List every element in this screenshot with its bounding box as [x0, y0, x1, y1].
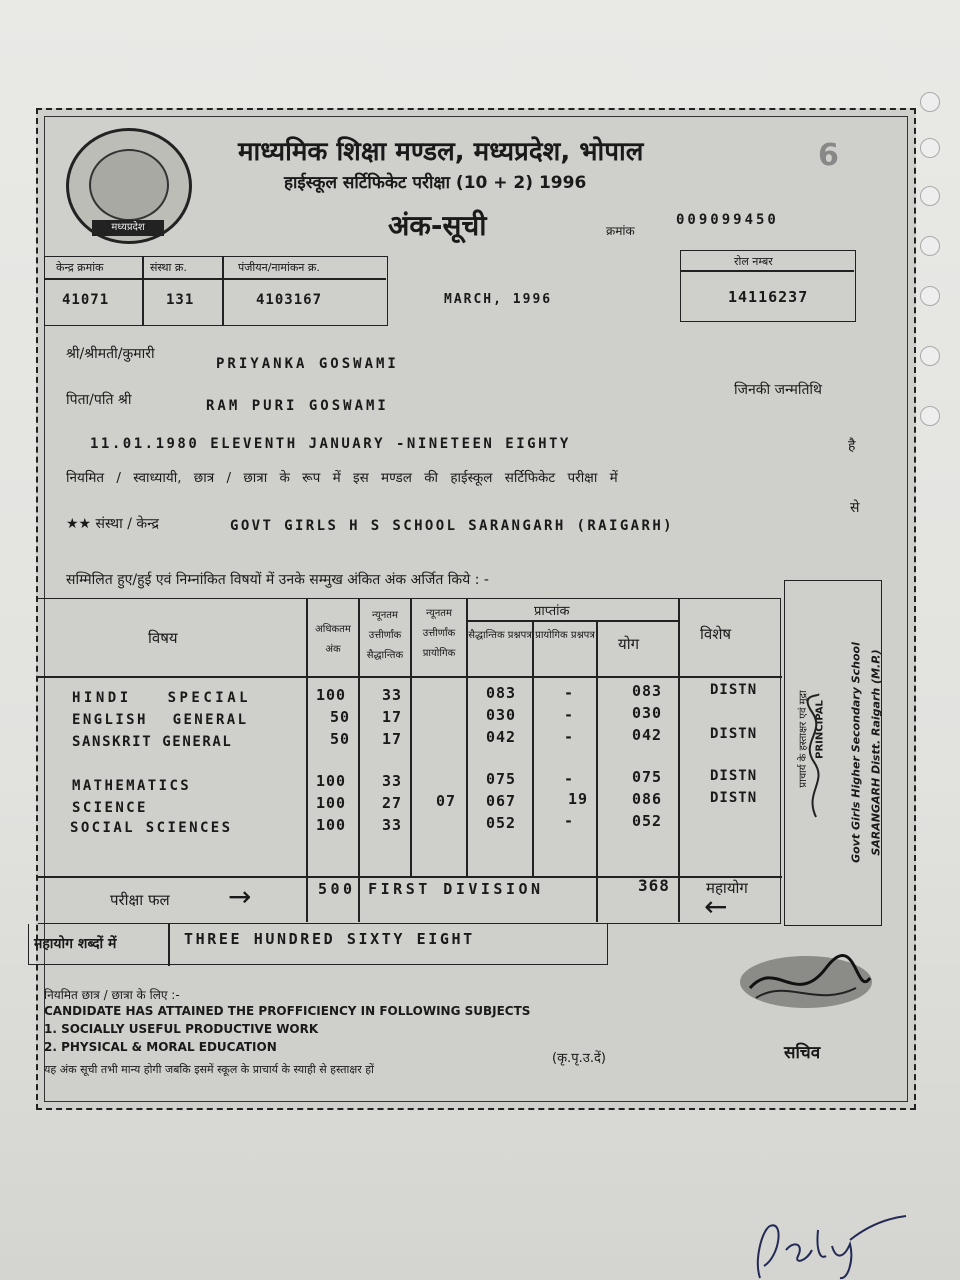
- footer-validity-note: यह अंक सूची तभी मान्य होगी जबकि इसमें स्कूल के प्राचार्य के स्याही से हस्ताक्षर हों: [44, 1063, 374, 1076]
- footer-subject-2: 2. PHYSICAL & MORAL EDUCATION: [44, 1040, 277, 1054]
- roll-label: रोल नम्बर: [734, 255, 773, 268]
- header-remark: विशेष: [700, 625, 732, 643]
- theory-marks: 075: [486, 770, 517, 788]
- header-theory: सैद्धान्तिक प्रश्नपत्र: [468, 630, 532, 641]
- header-obtained: प्राप्तांक: [534, 604, 570, 619]
- practical-marks: -: [564, 706, 577, 724]
- header-min-theory: न्यूनतम उत्तीर्णांक सैद्धान्तिक: [366, 610, 404, 661]
- header-subject: विषय: [148, 629, 178, 647]
- total-marks: 083: [632, 682, 663, 700]
- registration-number: 4103167: [256, 292, 323, 308]
- remark: DISTN: [710, 790, 758, 806]
- serial-label: क्रमांक: [606, 224, 635, 238]
- father-label: पिता/पति श्री: [66, 392, 132, 408]
- centre-label: केन्द्र क्रमांक: [56, 261, 104, 274]
- max-marks: 50: [330, 708, 351, 726]
- theory-marks: 083: [486, 684, 517, 702]
- total-marks: 030: [632, 704, 663, 722]
- institution-label: संस्था क्र.: [150, 261, 187, 274]
- dob-label: जिनकी जन्मतिथि: [734, 382, 823, 398]
- words-label: महायोग शब्दों में: [34, 936, 117, 952]
- practical-marks: -: [564, 770, 577, 788]
- subject-name: SCIENCE: [72, 800, 148, 816]
- board-name: माध्यमिक शिक्षा मण्डल, मध्यप्रदेश, भोपाल: [238, 137, 644, 167]
- footer-secretary: सचिव: [784, 1043, 821, 1063]
- max-marks: 100: [316, 816, 347, 834]
- table-result-rule: [38, 876, 782, 878]
- principal-signature: [796, 692, 836, 822]
- header-practical: प्रायोगिक प्रश्नपत्र: [535, 630, 595, 641]
- school-label: ★★ संस्था / केन्द्र: [66, 516, 159, 532]
- theory-marks: 030: [486, 706, 517, 724]
- max-marks: 50: [330, 730, 351, 748]
- total-marks: 086: [632, 790, 663, 808]
- centre-number: 41071: [62, 292, 110, 308]
- max-marks: 100: [316, 794, 347, 812]
- min-theory: 17: [382, 708, 403, 726]
- footer-subject-1: 1. SOCIALLY USEFUL PRODUCTIVE WORK: [44, 1022, 319, 1036]
- school-name: GOVT GIRLS H S SCHOOL SARANGARH (RAIGARH): [230, 518, 674, 534]
- header-total: योग: [618, 635, 640, 653]
- seal-emblem: [89, 149, 169, 221]
- min-theory: 33: [382, 686, 403, 704]
- principal-stamp-line: प्राचार्य के हस्ताक्षर एवं मुद्रा: [798, 690, 809, 788]
- result-arrow: →: [228, 880, 252, 913]
- exam-session: MARCH, 1996: [444, 292, 553, 307]
- result-label: परीक्षा फल: [110, 891, 170, 909]
- grand-total: 368: [638, 876, 670, 895]
- practical-marks: -: [564, 684, 577, 702]
- secretary-signature: [736, 948, 876, 1018]
- punch-hole: [920, 186, 940, 206]
- min-theory: 27: [382, 794, 403, 812]
- punch-hole: [920, 406, 940, 426]
- punch-hole: [920, 286, 940, 306]
- id-box-divider: [44, 278, 386, 280]
- remark: DISTN: [710, 768, 758, 784]
- practical-marks: -: [564, 728, 577, 746]
- result-division: 500 FIRST DIVISION: [318, 880, 544, 898]
- punch-hole: [920, 346, 940, 366]
- theory-marks: 052: [486, 814, 517, 832]
- max-marks: 100: [316, 686, 347, 704]
- words-box-divider: [168, 924, 170, 966]
- table-col-rule: [678, 598, 680, 922]
- header-min-practical: न्यूनतम उत्तीर्णांक प्रायोगिक: [422, 608, 456, 659]
- table-col-rule: [596, 620, 598, 922]
- total-marks: 042: [632, 726, 663, 744]
- dob-suffix: है: [848, 438, 856, 454]
- seal-label: मध्यप्रदेश: [92, 220, 164, 236]
- table-col-rule: [532, 620, 534, 876]
- footer-proficiency: CANDIDATE HAS ATTAINED THE PROFFICIENCY IN FOLLOWING SUBJECTS: [44, 1004, 531, 1018]
- practical-marks: -: [564, 812, 577, 830]
- total-marks: 075: [632, 768, 663, 786]
- candidate-status-line: नियमित / स्वाध्यायी, छात्र / छात्रा के रूप में इस मण्डल की हाईस्कूल सर्टिफिकेट परीक्षा में: [66, 470, 618, 486]
- principal-designation: PRINCIPAL: [814, 700, 826, 759]
- min-theory: 17: [382, 730, 403, 748]
- institution-number: 131: [166, 292, 195, 308]
- grand-total-arrow: ←: [704, 890, 728, 923]
- min-theory: 33: [382, 816, 403, 834]
- subject-name: HINDI SPECIAL: [72, 690, 252, 706]
- date-of-birth: 11.01.1980 ELEVENTH JANUARY -NINETEEN EIGHTY: [90, 436, 571, 452]
- name-label: श्री/श्रीमती/कुमारी: [66, 346, 155, 362]
- document-title: अंक-सूची: [388, 209, 487, 242]
- header-max: अधिकतम अंक: [315, 624, 351, 655]
- subject-name: MATHEMATICS: [72, 778, 192, 794]
- subject-name: SANSKRIT GENERAL: [72, 734, 233, 750]
- max-marks: 100: [316, 772, 347, 790]
- subjects-intro: सम्मिलित हुए/हुई एवं निम्नांकित विषयों में उनके सम्मुख अंकित अंक अर्जित किये : -: [66, 572, 489, 588]
- punch-hole: [920, 138, 940, 158]
- candidate-name: PRIYANKA GOSWAMI: [216, 356, 399, 372]
- table-obtained-rule: [466, 620, 678, 622]
- roll-box-divider: [680, 270, 854, 272]
- serial-number: 009099450: [676, 212, 779, 228]
- roll-number: 14116237: [728, 288, 809, 306]
- principal-stamp-place: SARANGARH Distt. Raigarh (M.P.): [869, 649, 883, 856]
- min-theory: 33: [382, 772, 403, 790]
- punch-hole: [920, 236, 940, 256]
- father-name: RAM PURI GOSWAMI: [206, 398, 389, 414]
- remark: DISTN: [710, 682, 758, 698]
- theory-marks: 042: [486, 728, 517, 746]
- page-mark: 6: [818, 138, 839, 173]
- words-value: THREE HUNDRED SIXTY EIGHT: [184, 930, 475, 948]
- id-box-divider: [142, 256, 144, 326]
- subject-name: SOCIAL SCIENCES: [70, 820, 233, 836]
- principal-stamp-school: Govt Girls Higher Secondary School: [849, 642, 863, 863]
- registration-label: पंजीयन/नामांकन क्र.: [238, 261, 320, 274]
- footer-regular-note: नियमित छात्र / छात्रा के लिए :-: [44, 988, 180, 1002]
- remark: DISTN: [710, 726, 758, 742]
- handwritten-initials: [740, 1200, 910, 1280]
- min-practical: 07: [436, 792, 457, 810]
- line-suffix: से: [850, 500, 860, 516]
- theory-marks: 067: [486, 792, 517, 810]
- id-box-divider: [222, 256, 224, 326]
- subject-name: ENGLISH GENERAL: [72, 712, 249, 728]
- practical-marks: 19: [568, 790, 589, 808]
- footer-pto: (कृ.पृ.उ.दें): [552, 1051, 606, 1066]
- exam-name: हाईस्कूल सर्टिफिकेट परीक्षा (10 + 2) 1996: [284, 173, 587, 193]
- total-marks: 052: [632, 812, 663, 830]
- grand-total-label: महायोग: [706, 879, 748, 897]
- punch-hole: [920, 92, 940, 112]
